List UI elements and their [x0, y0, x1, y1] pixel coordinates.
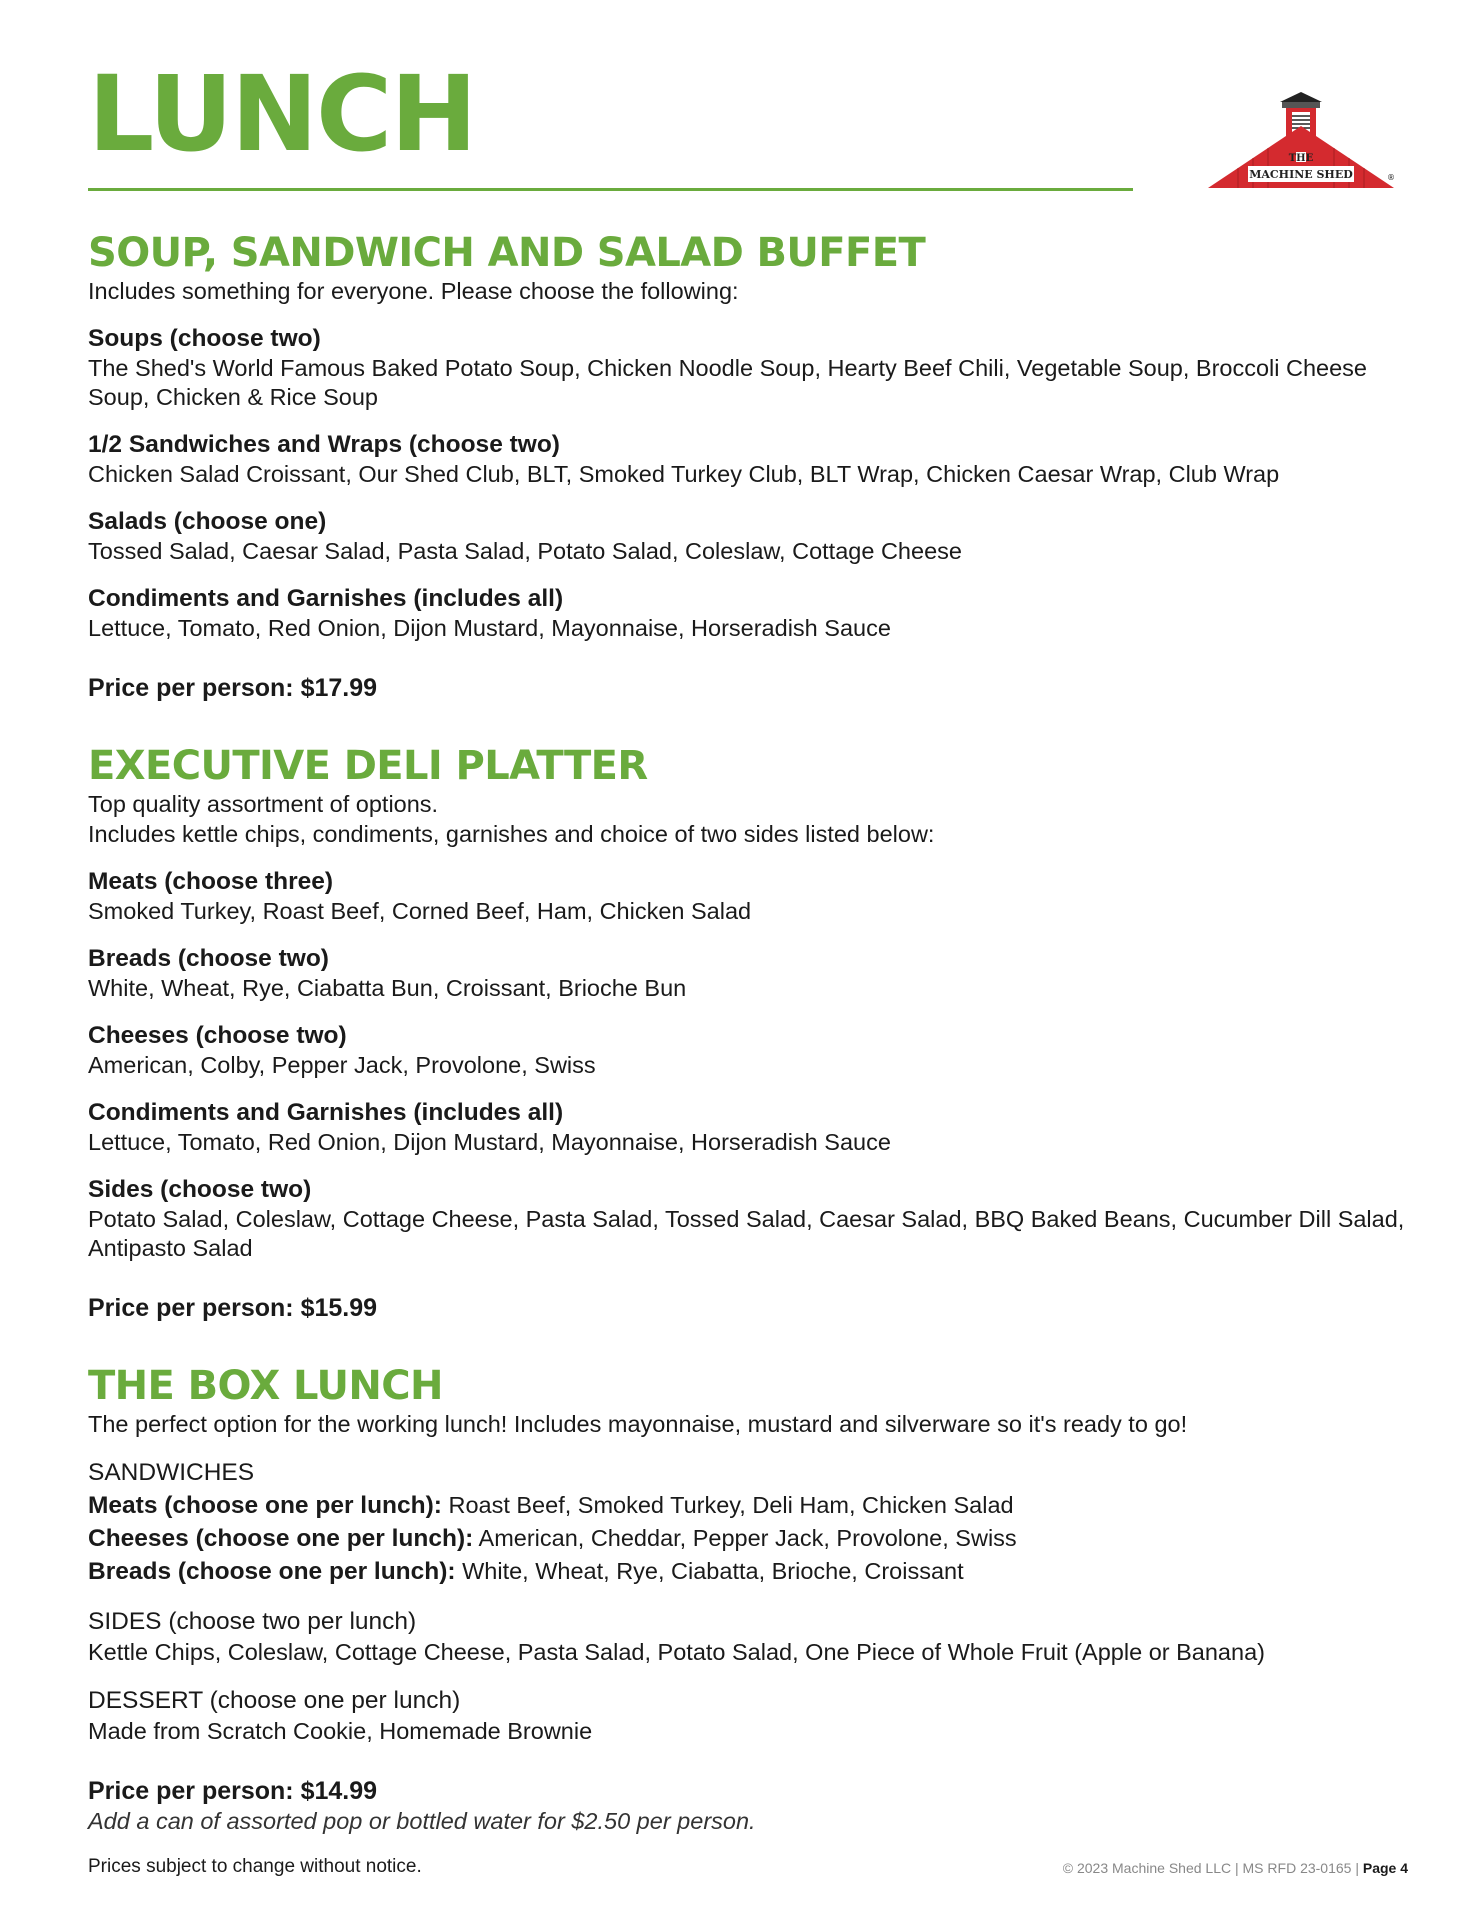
- group-items: Tossed Salad, Caesar Salad, Pasta Salad, Potato Salad, Coleslaw, Cottage Cheese: [88, 538, 962, 564]
- group-items: Smoked Turkey, Roast Beef, Corned Beef, Ham, Chicken Salad: [88, 898, 752, 924]
- group-items: Lettuce, Tomato, Red Onion, Dijon Mustard, Mayonnaise, Horseradish Sauce: [88, 615, 891, 641]
- buffet-title: SOUP, SANDWICH AND SALAD BUFFET: [88, 230, 926, 276]
- dessert-head: DESSERT (choose one per lunch): [88, 1687, 461, 1714]
- group-items: The Shed's World Famous Baked Potato Soup, Chicken Noodle Soup, Hearty Beef Chili, Vegetable Soup, Broccoli Cheese Soup, Chicken & Rice Soup: [88, 355, 1368, 410]
- group-head: Sides (choose two): [88, 1176, 312, 1203]
- deli-group: [88, 1098, 1418, 1157]
- buffet-group: [88, 430, 1418, 489]
- group-items: Lettuce, Tomato, Red Onion, Dijon Mustard, Mayonnaise, Horseradish Sauce: [88, 1129, 891, 1155]
- cheeses-items: American, Cheddar, Pepper Jack, Provolone, Swiss: [473, 1525, 1017, 1551]
- buffet-intro: Includes something for everyone. Please choose the following:: [88, 278, 739, 304]
- group-head: Cheeses (choose two): [88, 1022, 347, 1049]
- buffet-section: [88, 230, 1418, 703]
- deli-price: Price per person: $15.99: [88, 1294, 378, 1322]
- cheeses-head: Cheeses (choose one per lunch):: [88, 1525, 474, 1552]
- group-head: Meats (choose three): [88, 868, 334, 895]
- breads-items: White, Wheat, Rye, Ciabatta, Brioche, Croissant: [455, 1558, 964, 1584]
- menu-page: [88, 0, 1408, 1920]
- group-items: Potato Salad, Coleslaw, Cottage Cheese, Pasta Salad, Tossed Salad, Caesar Salad, BBQ Baked Beans, Cucumber Dill Salad, Antipasto Salad: [88, 1206, 1405, 1261]
- logo-text-top: THE: [1288, 153, 1314, 164]
- buffet-price: Price per person: $17.99: [88, 674, 378, 702]
- dessert-items: Made from Scratch Cookie, Homemade Brownie: [88, 1718, 593, 1744]
- buffet-group: [88, 584, 1418, 643]
- box-dessert: [88, 1685, 1418, 1746]
- deli-intro-1: Top quality assortment of options.: [88, 791, 439, 817]
- page-title: LUNCH: [88, 53, 476, 175]
- box-lunch-section: [88, 1363, 1418, 1836]
- box-price: Price per person: $14.99: [88, 1777, 378, 1805]
- box-addon-note: Add a can of assorted pop or bottled water for $2.50 per person.: [88, 1808, 756, 1834]
- box-intro: The perfect option for the working lunch! Includes mayonnaise, mustard and silverware so it's ready to go!: [88, 1411, 1188, 1437]
- breads-head: Breads (choose one per lunch):: [88, 1558, 456, 1585]
- sides-items: Kettle Chips, Coleslaw, Cottage Cheese, Pasta Salad, Potato Salad, One Piece of Whole Fruit (Apple or Banana): [88, 1639, 1265, 1665]
- box-sides: [88, 1606, 1418, 1667]
- logo-text-bottom: MACHINE SHED: [1249, 168, 1353, 181]
- deli-title: EXECUTIVE DELI PLATTER: [88, 743, 648, 789]
- group-head: Breads (choose two): [88, 945, 329, 972]
- title-divider: [88, 188, 1133, 191]
- page-number: Page 4: [1362, 1860, 1408, 1876]
- buffet-group: [88, 507, 1418, 566]
- deli-intro-2: Includes kettle chips, condiments, garnishes and choice of two sides listed below:: [88, 821, 935, 847]
- group-head: Condiments and Garnishes (includes all): [88, 585, 564, 612]
- group-head: 1/2 Sandwiches and Wraps (choose two): [88, 431, 560, 458]
- buffet-group: [88, 324, 1418, 412]
- box-sandwiches: [88, 1457, 1418, 1588]
- meats-items: Roast Beef, Smoked Turkey, Deli Ham, Chicken Salad: [441, 1492, 1014, 1518]
- price-disclaimer: Prices subject to change without notice.: [88, 1856, 422, 1877]
- deli-section: [88, 743, 1418, 1323]
- group-head: Condiments and Garnishes (includes all): [88, 1099, 564, 1126]
- menu-content: [88, 230, 1418, 1876]
- registered-mark: ®: [1387, 173, 1395, 182]
- group-head: Salads (choose one): [88, 508, 327, 535]
- footer-copyright: [1063, 1860, 1408, 1876]
- copyright-text: © 2023 Machine Shed LLC | MS RFD 23-0165 |: [1062, 1860, 1363, 1876]
- group-head: Soups (choose two): [88, 325, 321, 352]
- sides-head: SIDES (choose two per lunch): [88, 1608, 417, 1635]
- meats-head: Meats (choose one per lunch):: [88, 1492, 442, 1519]
- sandwiches-label: SANDWICHES: [88, 1459, 255, 1486]
- group-items: American, Colby, Pepper Jack, Provolone, Swiss: [88, 1052, 596, 1078]
- deli-group: [88, 1021, 1418, 1080]
- deli-group: [88, 1175, 1418, 1263]
- machine-shed-logo: [1208, 86, 1398, 196]
- group-items: Chicken Salad Croissant, Our Shed Club, BLT, Smoked Turkey Club, BLT Wrap, Chicken Caesar Wrap, Club Wrap: [88, 461, 1280, 487]
- group-items: White, Wheat, Rye, Ciabatta Bun, Croissant, Brioche Bun: [88, 975, 687, 1001]
- box-title: THE BOX LUNCH: [88, 1363, 443, 1409]
- deli-group: [88, 867, 1418, 926]
- deli-group: [88, 944, 1418, 1003]
